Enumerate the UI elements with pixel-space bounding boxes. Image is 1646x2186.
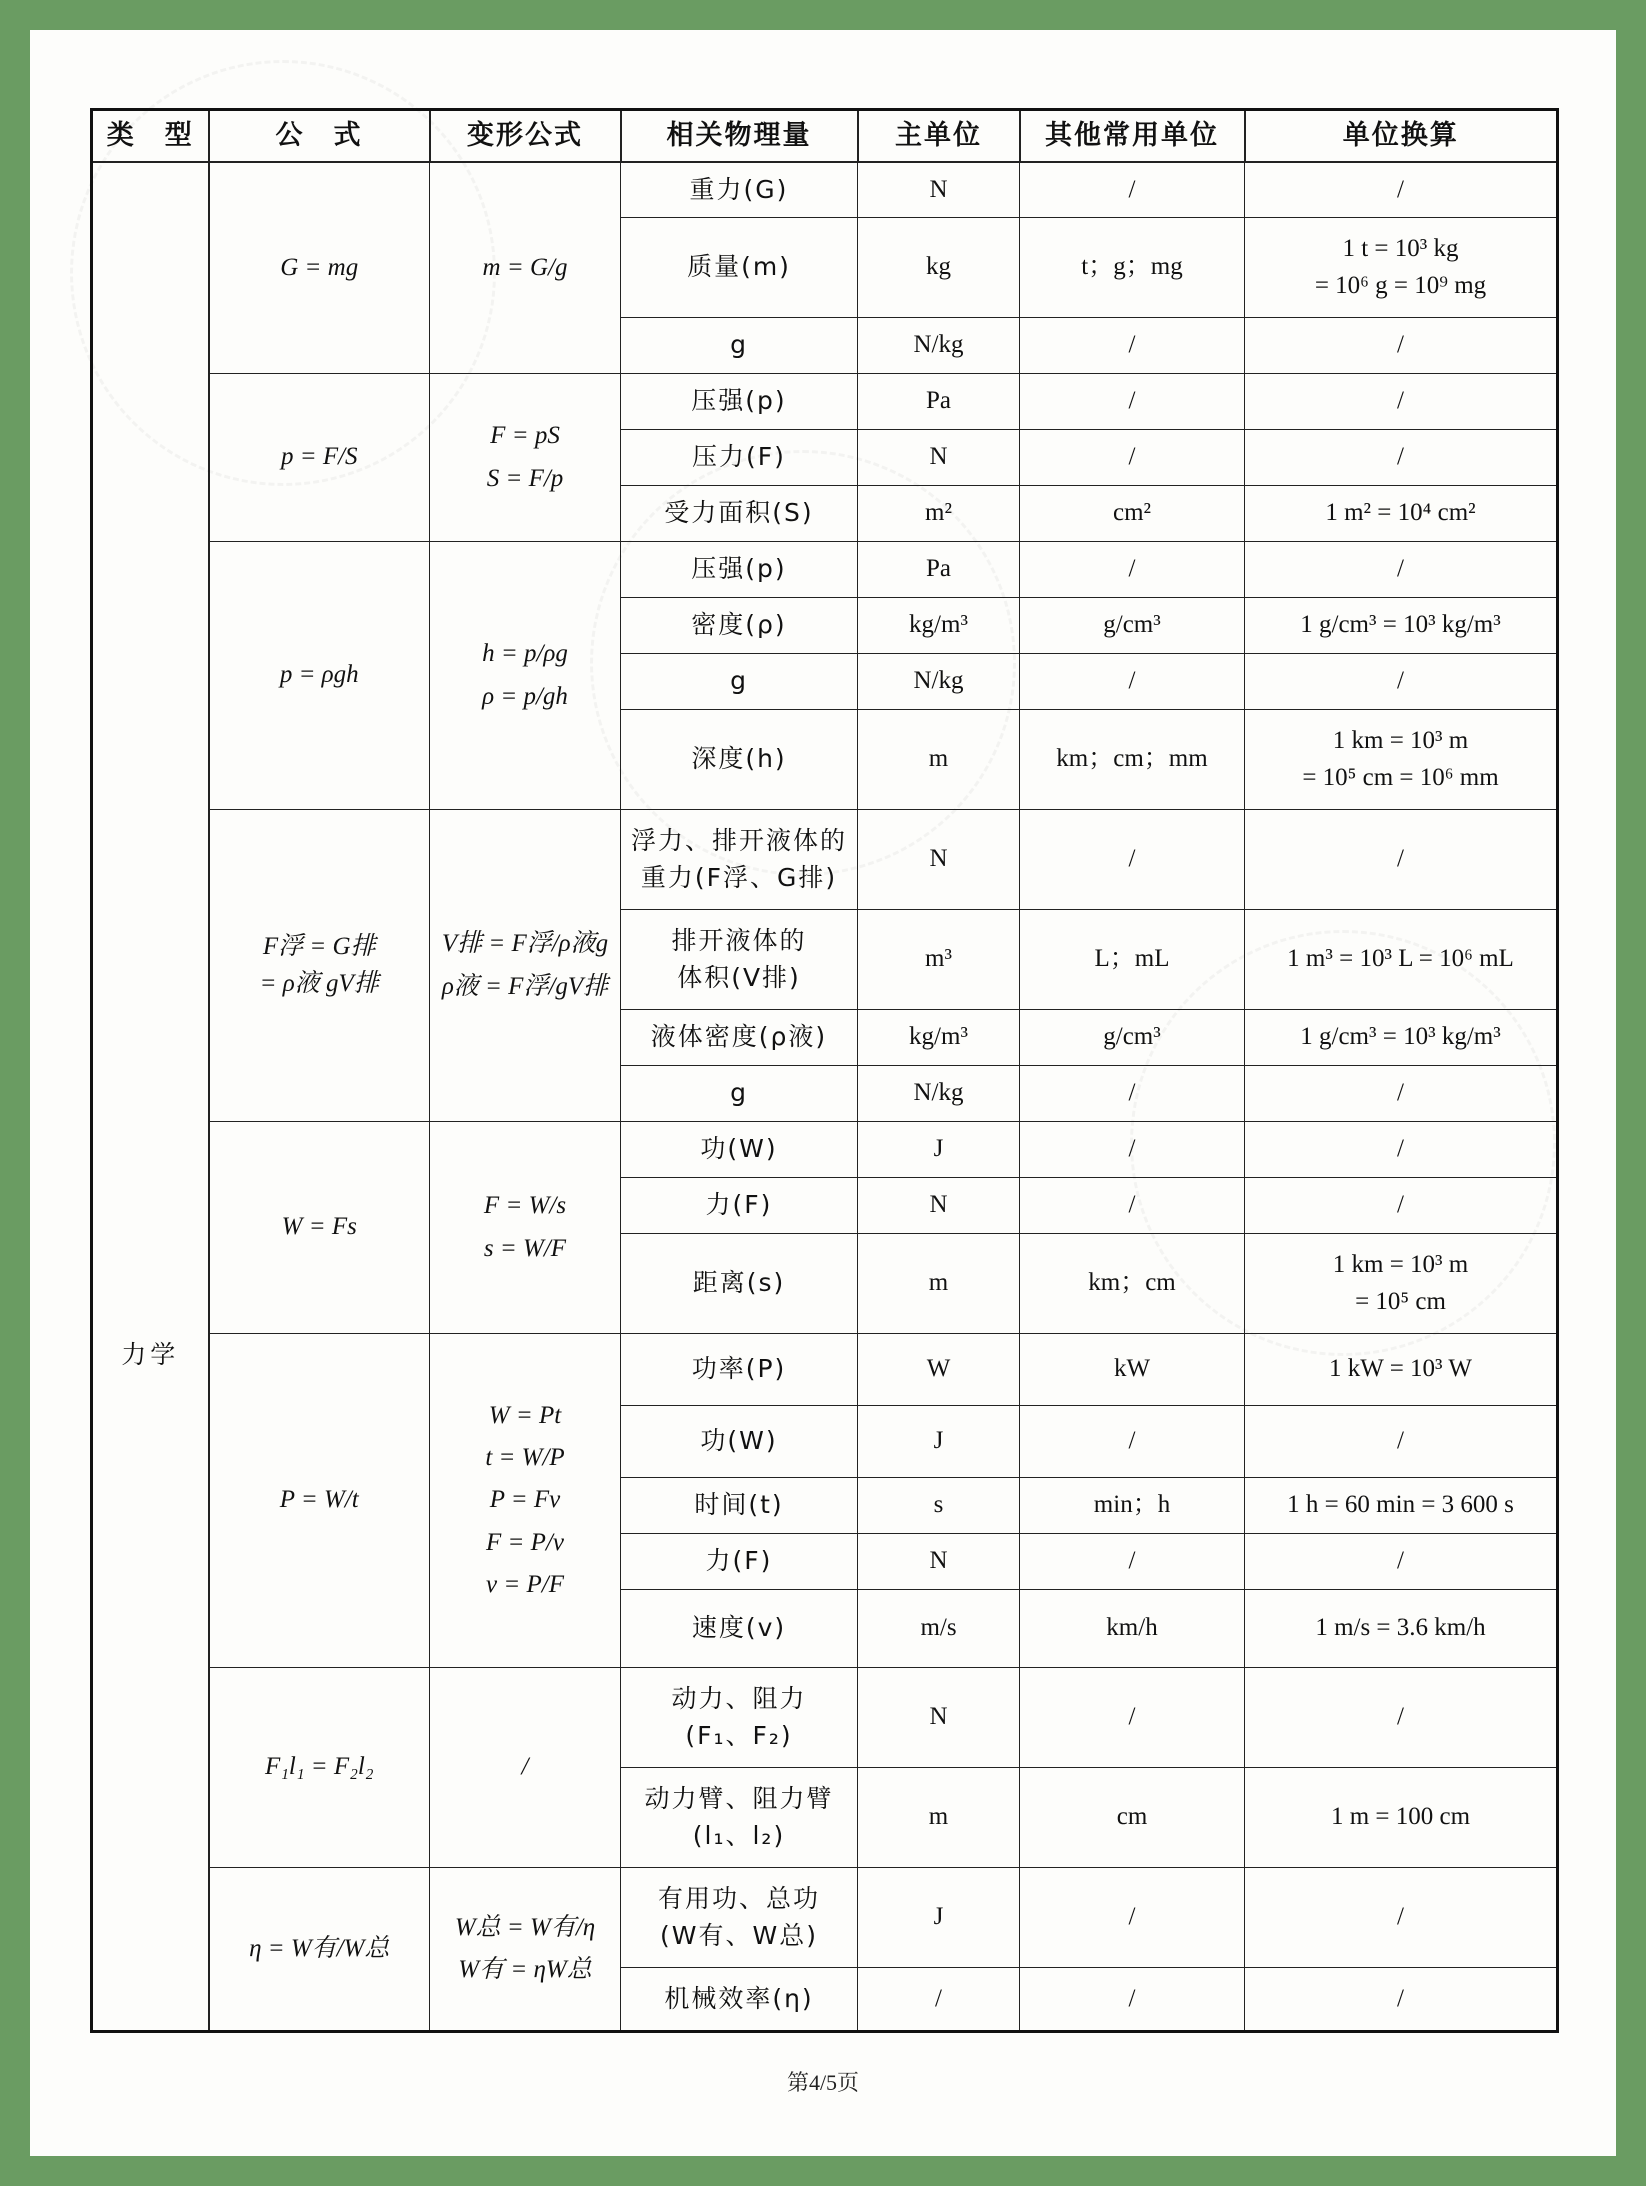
other-unit-cell: / [1020,374,1245,430]
quantity-line: 功(W) [700,1426,778,1456]
conversion-line: / [1397,555,1404,583]
main-unit-cell: W [858,1334,1020,1406]
other-unit-cell: min；h [1020,1478,1245,1534]
conversion-cell [1245,1010,1558,1066]
variant-formula-cell [430,374,621,542]
main-unit-cell: N/kg [858,654,1020,710]
conversion-line: / [1397,387,1404,415]
conversion-line: / [1397,1191,1404,1219]
conversion-line: = 10⁶ g = 10⁹ mg [1314,271,1487,299]
other-unit-cell: / [1020,1122,1245,1178]
conversion-cell [1245,430,1558,486]
quantity-cell [621,486,858,542]
quantity-line: 重力(F浮、G排) [640,862,838,892]
quantity-line: 排开液体的 [671,926,807,956]
quantity-cell [621,430,858,486]
quantity-line: g [730,666,748,696]
header-variant-formula: 变形公式 [430,110,621,162]
conversion-line: = 10⁵ cm [1355,1287,1446,1315]
header-formula: 公 式 [209,110,430,162]
variant-formula-line: F = pS [490,422,560,450]
conversion-line: / [1397,1427,1404,1455]
variant-formula-line: S = F/p [486,464,564,492]
conversion-cell [1245,218,1558,318]
other-unit-cell: kW [1020,1334,1245,1406]
main-unit-cell: N/kg [858,318,1020,374]
quantity-cell [621,1406,858,1478]
other-unit-cell: cm [1020,1768,1245,1868]
main-unit-cell: J [858,1406,1020,1478]
quantity-line: 压强(p) [691,386,787,416]
conversion-line: / [1397,1984,1404,2012]
conversion-line: / [1397,443,1404,471]
main-unit-cell: N/kg [858,1066,1020,1122]
quantity-cell [621,318,858,374]
quantity-cell [621,710,858,810]
variant-formula-line: ρ液 = F浮/gV排 [441,972,609,1000]
variant-formula-line: v = P/F [486,1570,564,1598]
main-unit-cell: kg [858,218,1020,318]
other-unit-cell: km/h [1020,1590,1245,1668]
conversion-line: / [1397,1079,1404,1107]
other-unit-cell: / [1020,1178,1245,1234]
variant-formula-cell [430,542,621,810]
other-unit-cell: g/cm³ [1020,598,1245,654]
quantity-cell [621,1178,858,1234]
header-row [92,110,1558,162]
conversion-line: / [1397,175,1404,203]
main-unit-cell: m² [858,486,1020,542]
variant-formula-line: W = Pt [488,1401,562,1429]
formula-cell [209,374,430,542]
quantity-line: 密度(ρ) [691,610,787,640]
main-unit-cell: J [858,1122,1020,1178]
conversion-cell [1245,1334,1558,1406]
conversion-cell [1245,1066,1558,1122]
quantity-cell [621,1234,858,1334]
quantity-line: 体积(V排) [677,962,801,992]
conversion-line: / [1397,331,1404,359]
main-unit-cell: N [858,430,1020,486]
other-unit-cell: t；g；mg [1020,218,1245,318]
main-unit-cell: J [858,1868,1020,1968]
quantity-cell [621,542,858,598]
variant-formula-cell [430,1868,621,2032]
variant-formula-line: t = W/P [485,1444,565,1472]
conversion-cell [1245,1668,1558,1768]
conversion-cell [1245,486,1558,542]
formula-line: P = W/t [279,1486,359,1514]
formula-cell [209,162,430,374]
quantity-line: 液体密度(ρ液) [650,1022,828,1052]
main-unit-cell: N [858,162,1020,218]
other-unit-cell: / [1020,1868,1245,1968]
main-unit-cell: N [858,810,1020,910]
other-unit-cell: / [1020,1406,1245,1478]
table-row [92,1334,1558,1406]
formula-cell [209,1668,430,1868]
quantity-cell [621,1066,858,1122]
conversion-line: 1 km = 10³ m [1332,727,1469,755]
conversion-cell [1245,654,1558,710]
conversion-cell [1245,1590,1558,1668]
variant-formula-line: s = W/F [483,1234,567,1262]
formula-line: G = mg [280,253,359,281]
quantity-cell [621,598,858,654]
main-unit-cell: / [858,1968,1020,2032]
quantity-line: g [730,330,748,360]
main-unit-cell: Pa [858,374,1020,430]
conversion-line: 1 g/cm³ = 10³ kg/m³ [1300,611,1501,639]
formula-cell [209,1122,430,1334]
conversion-line: 1 h = 60 min = 3 600 s [1287,1491,1514,1519]
main-unit-cell: m/s [858,1590,1020,1668]
other-unit-cell: km；cm [1020,1234,1245,1334]
header-unit-conversion: 单位换算 [1245,110,1558,162]
conversion-line: 1 m/s = 3.6 km/h [1315,1614,1486,1642]
quantity-line: 力(F) [705,1546,773,1576]
conversion-cell [1245,598,1558,654]
formula-table [90,108,1559,2033]
quantity-line: 功(W) [700,1134,778,1164]
header-related-quantity: 相关物理量 [621,110,858,162]
quantity-line: (F₁、F₂) [685,1720,793,1750]
table-row [92,542,1558,598]
other-unit-cell: / [1020,1668,1245,1768]
conversion-cell [1245,318,1558,374]
conversion-line: / [1397,1903,1404,1931]
main-unit-cell: N [858,1178,1020,1234]
conversion-line: 1 m³ = 10³ L = 10⁶ mL [1287,945,1514,973]
conversion-line: 1 t = 10³ kg [1342,235,1459,263]
conversion-line: 1 km = 10³ m [1332,1251,1469,1279]
quantity-line: (W有、W总) [660,1920,818,1950]
quantity-cell [621,910,858,1010]
conversion-cell [1245,374,1558,430]
page-number: 第4/5页 [786,2070,860,2095]
formula-line: F浮 = G排 [262,933,376,961]
table-row [92,1122,1558,1178]
other-unit-cell: / [1020,1066,1245,1122]
conversion-line: / [1397,845,1404,873]
other-unit-cell: / [1020,318,1245,374]
conversion-cell [1245,1406,1558,1478]
quantity-cell [621,1868,858,1968]
header-type: 类 型 [92,110,209,162]
table-row [92,162,1558,218]
conversion-cell [1245,1178,1558,1234]
quantity-line: 有用功、总功 [657,1884,820,1914]
main-unit-cell: m [858,1768,1020,1868]
header-other-units: 其他常用单位 [1020,110,1245,162]
formula-cell [209,1868,430,2032]
table-row [92,1668,1558,1768]
quantity-line: 压强(p) [691,554,787,584]
other-unit-cell: / [1020,654,1245,710]
other-unit-cell: g/cm³ [1020,1010,1245,1066]
conversion-cell [1245,162,1558,218]
quantity-cell [621,1668,858,1768]
formula-line: W = Fs [281,1213,357,1241]
quantity-line: 机械效率(η) [664,1983,814,2013]
quantity-line: 动力臂、阻力臂 [644,1784,834,1814]
quantity-line: 动力、阻力 [671,1684,807,1714]
main-unit-cell: N [858,1668,1020,1768]
main-unit-cell: Pa [858,542,1020,598]
conversion-cell [1245,542,1558,598]
formula-line: F₁l₁ = F₂l₂ [264,1753,374,1781]
main-unit-cell: m [858,710,1020,810]
quantity-cell [621,654,858,710]
quantity-cell [621,1590,858,1668]
conversion-cell [1245,1534,1558,1590]
document-page [30,30,1616,2156]
quantity-cell [621,1478,858,1534]
other-unit-cell: L；mL [1020,910,1245,1010]
table-row [92,810,1558,910]
variant-formula-cell [430,1668,621,1868]
variant-formula-line: h = p/ρg [482,640,568,668]
conversion-line: / [1397,1703,1404,1731]
quantity-cell [621,374,858,430]
conversion-line: / [1397,1135,1404,1163]
conversion-cell [1245,1868,1558,1968]
quantity-cell [621,1534,858,1590]
conversion-line: 1 g/cm³ = 10³ kg/m³ [1300,1023,1501,1051]
conversion-cell [1245,910,1558,1010]
quantity-line: 深度(h) [691,744,787,774]
quantity-line: 速度(v) [691,1613,787,1643]
conversion-cell [1245,1234,1558,1334]
variant-formula-line: W有 = ηW总 [458,1956,592,1983]
variant-formula-cell [430,810,621,1122]
variant-formula-line: / [521,1753,529,1781]
formula-line: η = W有/W总 [249,1934,390,1962]
table-row [92,1868,1558,1968]
conversion-line: = 10⁵ cm = 10⁶ mm [1302,763,1499,791]
quantity-line: 压力(F) [692,442,786,472]
main-unit-cell: N [858,1534,1020,1590]
header-main-unit: 主单位 [858,110,1020,162]
main-unit-cell: m³ [858,910,1020,1010]
conversion-cell [1245,1122,1558,1178]
conversion-line: 1 kW = 10³ W [1329,1355,1472,1383]
variant-formula-line: V排 = F浮/ρ液g [441,930,609,958]
conversion-cell [1245,1768,1558,1868]
table-body [92,162,1558,2032]
conversion-line: 1 m² = 10⁴ cm² [1325,499,1476,527]
main-unit-cell: kg/m³ [858,1010,1020,1066]
conversion-line: 1 m = 100 cm [1330,1803,1471,1831]
formula-line: p = ρgh [279,661,359,689]
formula-cell [209,542,430,810]
quantity-cell [621,162,858,218]
variant-formula-cell [430,1334,621,1668]
main-unit-cell: s [858,1478,1020,1534]
formula-cell [209,1334,430,1668]
quantity-cell [621,1768,858,1868]
main-unit-cell: kg/m³ [858,598,1020,654]
quantity-line: 受力面积(S) [664,498,814,528]
variant-formula-cell [430,162,621,374]
conversion-cell [1245,1968,1558,2032]
other-unit-cell: km；cm；mm [1020,710,1245,810]
quantity-cell [621,1968,858,2032]
quantity-line: 浮力、排开液体的 [630,826,847,856]
variant-formula-cell [430,1122,621,1334]
conversion-cell [1245,810,1558,910]
quantity-line: 时间(t) [694,1490,784,1520]
formula-line: = ρ液 gV排 [259,969,379,997]
quantity-line: (l₁、l₂) [692,1820,786,1850]
other-unit-cell: / [1020,1534,1245,1590]
table-row [92,374,1558,430]
conversion-cell [1245,1478,1558,1534]
other-unit-cell: / [1020,162,1245,218]
quantity-line: 力(F) [705,1190,773,1220]
quantity-cell [621,1122,858,1178]
other-unit-cell: / [1020,1968,1245,2032]
variant-formula-line: ρ = p/gh [482,682,568,710]
quantity-line: 质量(m) [687,252,791,282]
formula-cell [209,810,430,1122]
other-unit-cell: / [1020,542,1245,598]
quantity-cell [621,218,858,318]
quantity-line: 功率(P) [691,1354,787,1384]
variant-formula-line: F = W/s [483,1192,567,1220]
quantity-line: g [730,1078,748,1108]
main-unit-cell: m [858,1234,1020,1334]
other-unit-cell: cm² [1020,486,1245,542]
quantity-cell [621,1010,858,1066]
conversion-cell [1245,710,1558,810]
variant-formula-line: P = Fv [489,1486,561,1514]
variant-formula-line: F = P/v [486,1528,564,1556]
category-cell: 力学 [92,162,209,2032]
other-unit-cell: / [1020,810,1245,910]
quantity-cell [621,1334,858,1406]
other-unit-cell: / [1020,430,1245,486]
formula-line: p = F/S [280,443,358,471]
quantity-line: 距离(s) [692,1268,786,1298]
variant-formula-line: W总 = W有/η [454,1913,596,1941]
variant-formula-line: m = G/g [482,253,568,281]
quantity-cell [621,810,858,910]
quantity-line: 重力(G) [689,174,789,204]
conversion-line: / [1397,1547,1404,1575]
conversion-line: / [1397,667,1404,695]
